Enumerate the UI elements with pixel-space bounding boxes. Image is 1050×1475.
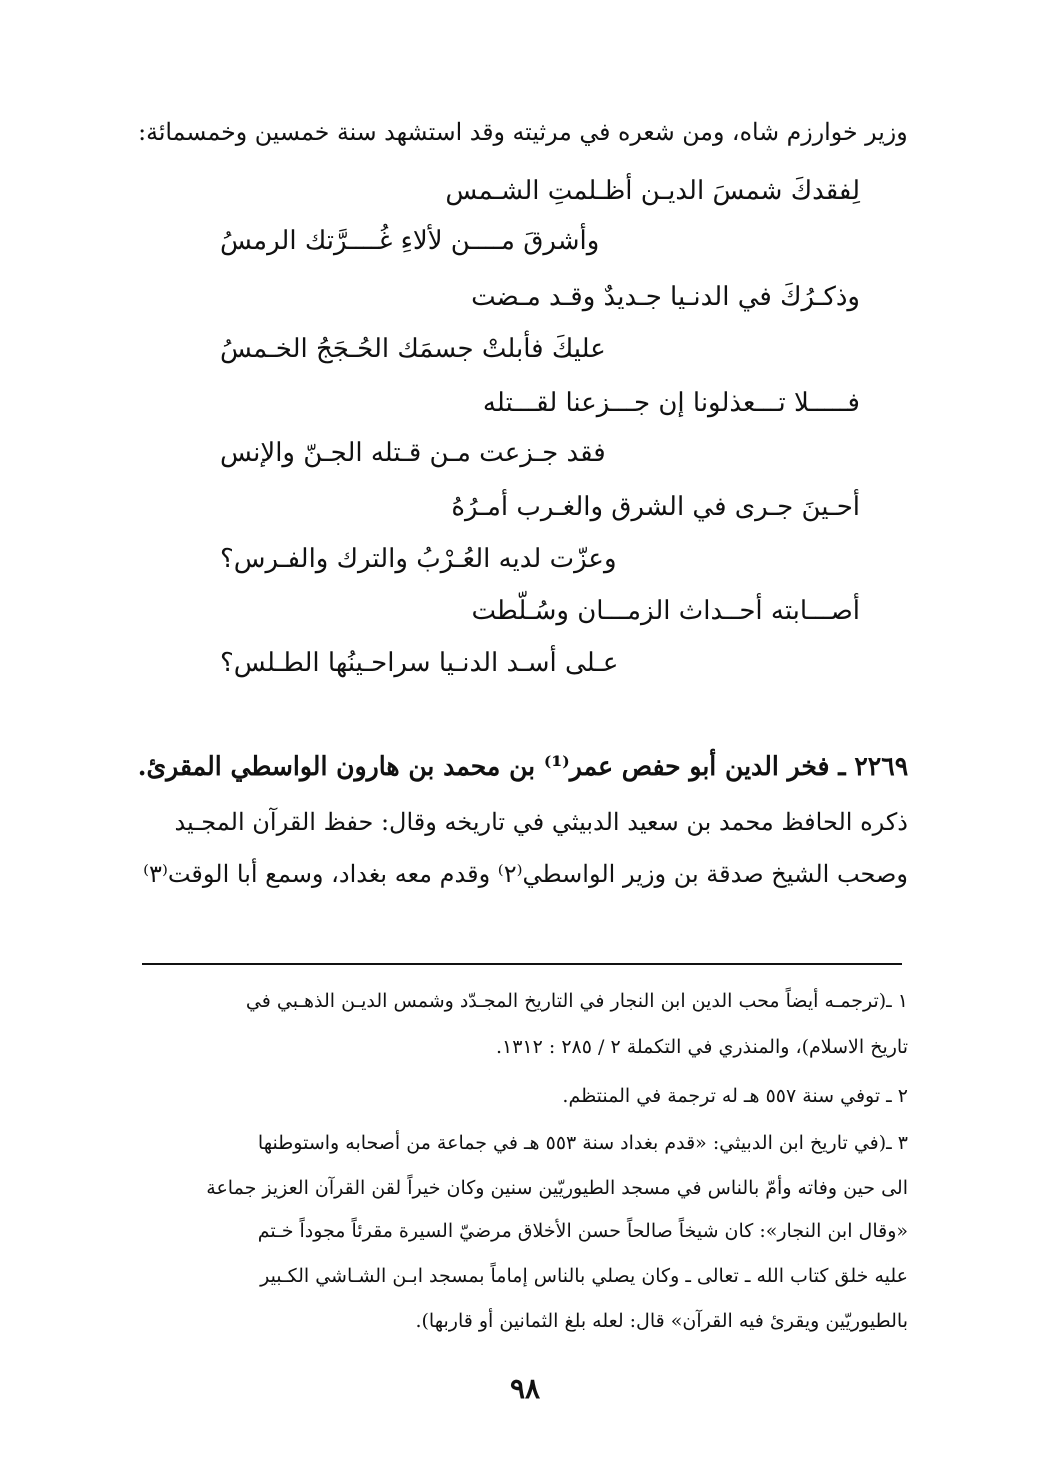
poem-verse: فقد جـزعت مـن قـتله الجـنّ والإنس — [220, 438, 606, 468]
entry-body-line: ذكره الحافظ محمد بن سعيد الدبيثي في تاريخه وقال: حفظ القرآن المجـيد — [174, 808, 908, 836]
footnote-line: الى حين وفاته وأمّ بالناس في مسجد الطيوريّين سنين وكان خيراً لقن القرآن العزيز جماعة — [206, 1177, 908, 1199]
footnote-line: ٣ ـ(في تاريخ ابن الدبيثي: «قدم بغداد سنة ٥٥٣ هـ في جماعة من أصحابه واستوطنها — [257, 1132, 908, 1154]
poem-verse: أصـــابته أحــداث الزمـــان وسُـلّطت — [471, 596, 860, 626]
poem-verse: وذكـرُكَ في الدنـيا جـديدٌ وقـد مـضت — [471, 282, 860, 312]
entry-heading: ٢٢٦٩ ـ فخر الدين أبو حفص عمر⁽¹⁾ بن محمد بن هارون الواسطي المقرئ. — [137, 752, 908, 782]
intro-line: وزير خوارزم شاه، ومن شعره في مرثيته وقد استشهد سنة خمسين وخمسمائة: — [138, 118, 908, 146]
page-number: ٩٨ — [509, 1372, 541, 1405]
poem-verse: وعزّت لديه العُـرْبُ والترك والفـرس؟ — [220, 544, 617, 574]
footnote-line: عليه خلق كتاب الله ـ تعالى ـ وكان يصلي بالناس إماماً بمسجد ابـن الشـاشي الكـبير — [260, 1265, 908, 1287]
poem-verse: أحـينَ جـرى في الشرق والغـرب أمـرُهُ — [451, 492, 860, 522]
entry-body-line: وصحب الشيخ صدقة بن وزير الواسطي⁽٢⁾ وقدم معه بغداد، وسمع أبا الوقت⁽٣⁾ — [143, 860, 908, 888]
footnote-line: تاريخ الاسلام)، والمنذري في التكملة ٢ / ٢٨٥ : ١٣١٢. — [495, 1036, 908, 1058]
footnote-separator — [142, 963, 902, 965]
footnote-line: بالطيوريّين ويقرئ فيه القرآن» قال: لعله بلغ الثمانين أو قاربها). — [415, 1310, 908, 1332]
poem-verse: وأشرقَ مــــن لألاءِ غُــــرَّتك الرمسُ — [220, 226, 600, 256]
footnote-line: «وقال ابن النجار»: كان شيخاً صالحاً حسن الأخلاق مرضيّ السيرة مقرئاً مجوداً خـتم — [257, 1220, 908, 1242]
poem-verse: عـلى أسـد الدنـيا سراحـينُها الطـلس؟ — [220, 648, 619, 678]
poem-verse: عليكَ فأبلتْ جسمَك الحُـجَجُ الخـمسُ — [220, 334, 606, 364]
poem-verse: فـــــلا تـــعذلونا إن جـــزعنا لقـــتله — [482, 388, 860, 418]
footnote-line: ١ ـ(ترجمـه أيضاً محب الدين ابن النجار في التاريخ المجـدّد وشمس الديـن الذهـبي في — [245, 990, 908, 1012]
footnote-line: ٢ ـ توفي سنة ٥٥٧ هـ له ترجمة في المنتظم. — [562, 1085, 908, 1107]
poem-verse: لِفقدكَ شمسَ الديـن أظـلمتِ الشـمس — [445, 176, 860, 206]
